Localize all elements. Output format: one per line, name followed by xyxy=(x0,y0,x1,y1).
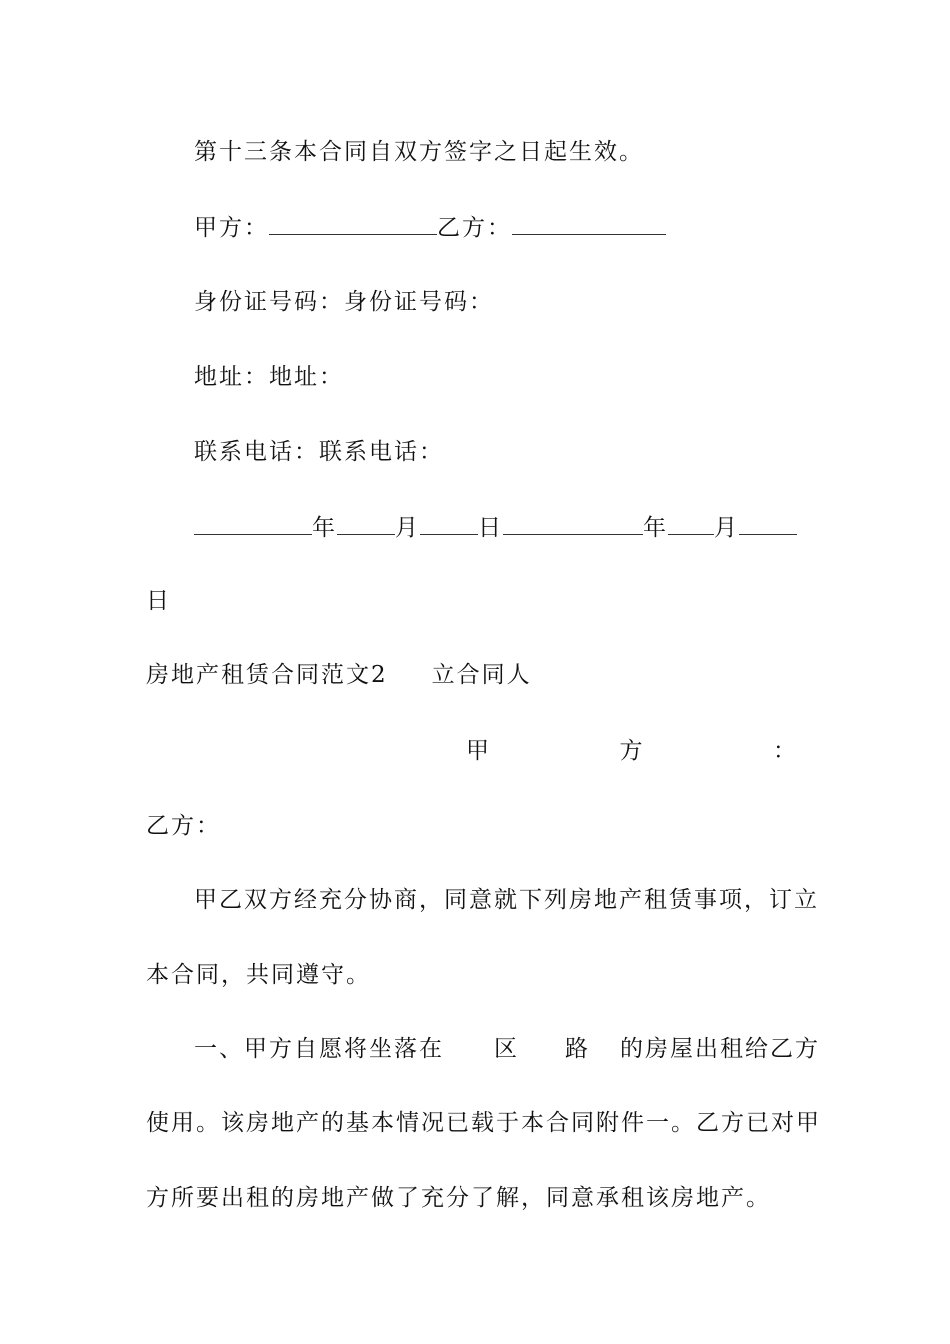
party-a-sign-blank xyxy=(269,212,437,235)
year-label-a: 年 xyxy=(312,515,337,541)
party-a-char-1: 甲 xyxy=(466,738,491,764)
clause-1-start: 一、甲方自愿将坐落在 xyxy=(194,1036,444,1062)
day-label-a: 日 xyxy=(478,515,503,541)
party-b-sign-label: 乙方： xyxy=(437,215,512,241)
party-a-colon: ： xyxy=(773,738,798,764)
article-13: 第十三条本合同自双方签字之日起生效。 xyxy=(194,139,644,165)
month-label-a: 月 xyxy=(395,515,420,541)
month-blank-b xyxy=(668,512,714,535)
address-line: 地址：地址： xyxy=(194,364,344,390)
date-row xyxy=(194,512,797,543)
paragraph-1-line-2: 本合同，共同遵守。 xyxy=(146,962,371,988)
clause-1-end: 的房屋出租给乙方 xyxy=(620,1036,820,1062)
year-label-b: 年 xyxy=(643,515,668,541)
paragraph-2-line-2: 使用。该房地产的基本情况已载于本合同附件一。乙方已对甲 xyxy=(146,1110,821,1136)
month-label-b: 月 xyxy=(714,515,739,541)
district-label: 区 xyxy=(494,1036,519,1062)
parties-label: 立合同人 xyxy=(431,662,532,688)
phone-line: 联系电话：联系电话： xyxy=(194,439,444,465)
paragraph-2-line-1 xyxy=(194,1034,820,1064)
day-label-b: 日 xyxy=(146,588,171,614)
title-line xyxy=(146,660,532,690)
party-a-char-2: 方 xyxy=(619,738,645,764)
paragraph-2-line-3: 方所要出租的房地产做了充分了解，同意承租该房地产。 xyxy=(146,1185,771,1211)
signature-line xyxy=(194,212,666,243)
day-blank-a xyxy=(420,512,478,535)
party-b-heading: 乙方： xyxy=(146,813,221,839)
party-b-sign-blank xyxy=(512,212,666,235)
year-blank-b xyxy=(503,512,643,535)
day-blank-b xyxy=(739,512,797,535)
month-blank-a xyxy=(337,512,395,535)
party-a-heading xyxy=(466,736,798,766)
id-number-line: 身份证号码：身份证号码： xyxy=(194,289,494,315)
year-blank-a xyxy=(194,512,312,535)
party-a-sign-label: 甲方： xyxy=(194,215,269,241)
contract-title: 房地产租赁合同范文2 xyxy=(146,662,388,688)
road-label: 路 xyxy=(565,1036,590,1062)
paragraph-1-line-1: 甲乙双方经充分协商，同意就下列房地产租赁事项，订立 xyxy=(194,887,819,913)
